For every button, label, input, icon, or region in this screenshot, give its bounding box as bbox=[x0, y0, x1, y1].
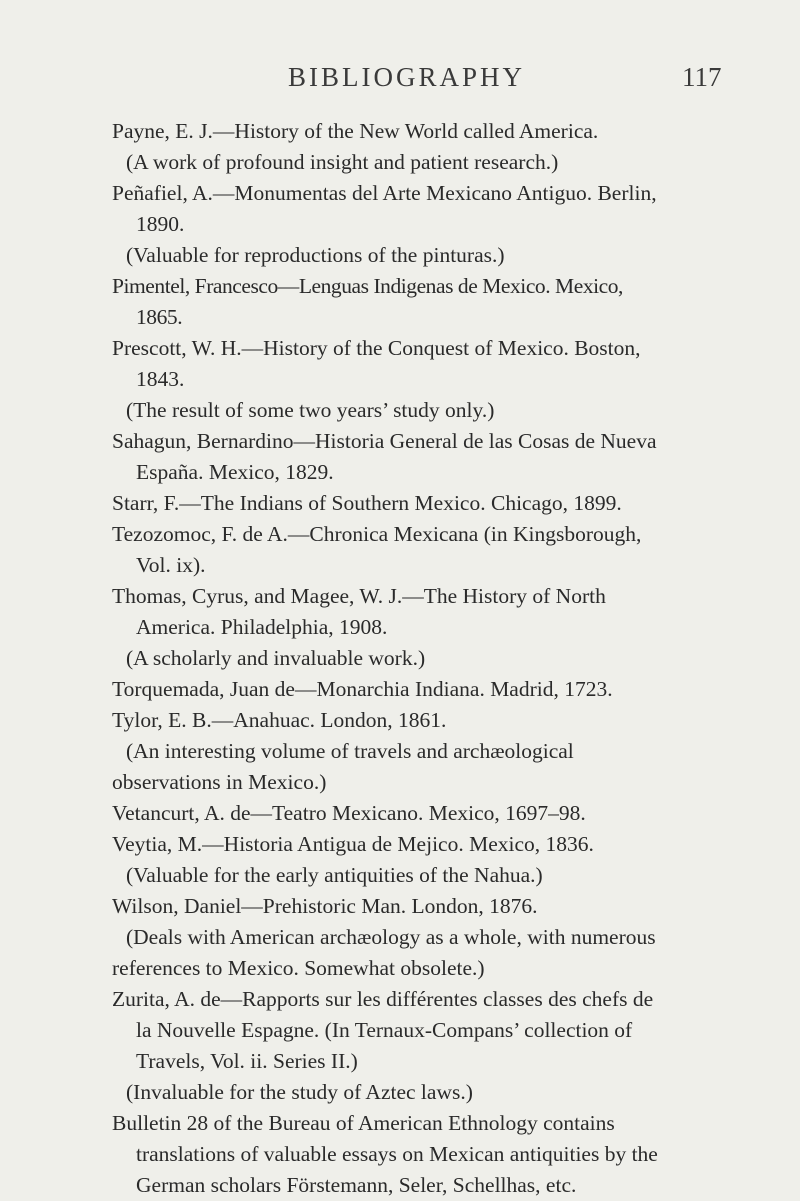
bibliography-entry: Zurita, A. de—Rapports sur les différentes classes des chefs de la Nouvelle Espagne. (In Ternaux-Compans’ collection of Travels, Vol. ii. Series II.) bbox=[112, 987, 654, 1073]
bibliography-entry: Peñafiel, A.—Monumentas del Arte Mexicano Antiguo. Berlin, 1890. bbox=[112, 181, 657, 236]
bibliography-entry: Tezozomoc, F. de A.—Chronica Mexicana (in Kingsborough, Vol. ix). bbox=[112, 522, 642, 577]
entry-annotation: (Invaluable for the study of Aztec laws.) bbox=[126, 1080, 473, 1104]
bibliography-entry: Payne, E. J.—History of the New World called America. bbox=[112, 119, 599, 143]
bibliography-entry: Thomas, Cyrus, and Magee, W. J.—The History of North America. Philadelphia, 1908. bbox=[112, 584, 606, 639]
bibliography-entry: Torquemada, Juan de—Monarchia Indiana. Madrid, 1723. bbox=[112, 677, 613, 701]
entry-annotation: (Deals with American archæology as a whole, with numerous references to Mexico. Somewhat obsolete.) bbox=[112, 925, 656, 980]
bibliography-entry: Prescott, W. H.—History of the Conquest of Mexico. Boston, 1843. bbox=[112, 336, 641, 391]
entry-annotation: (The result of some two years’ study only.) bbox=[126, 398, 495, 422]
bibliography-entry: Sahagun, Bernardino—Historia General de las Cosas de Nueva España. Mexico, 1829. bbox=[112, 429, 657, 484]
entry-annotation: (Valuable for reproductions of the pinturas.) bbox=[126, 243, 505, 267]
entry-annotation: (A work of profound insight and patient research.) bbox=[126, 150, 559, 174]
entry-annotation: (A scholarly and invaluable work.) bbox=[126, 646, 426, 670]
bibliography-list bbox=[112, 116, 672, 1201]
page-number: 117 bbox=[682, 62, 722, 92]
bibliography-entry: Wilson, Daniel—Prehistoric Man. London, 1876. bbox=[112, 894, 538, 918]
entry-annotation: (An interesting volume of travels and archæological observations in Mexico.) bbox=[112, 739, 574, 794]
bibliography-entry: Vetancurt, A. de—Teatro Mexicano. Mexico, 1697–98. bbox=[112, 801, 586, 825]
entry-annotation: (Valuable for the early antiquities of the Nahua.) bbox=[126, 863, 543, 887]
running-head bbox=[0, 62, 800, 102]
running-head-title: BIBLIOGRAPHY bbox=[288, 62, 526, 92]
bibliography-entry: Starr, F.—The Indians of Southern Mexico. Chicago, 1899. bbox=[112, 491, 622, 515]
bibliography-entry: Tylor, E. B.—Anahuac. London, 1861. bbox=[112, 708, 447, 732]
bibliography-entry: Pimentel, Francesco—Lenguas Indigenas de Mexico. Mexico, 1865. bbox=[112, 274, 623, 329]
bibliography-entry: Veytia, M.—Historia Antigua de Mejico. Mexico, 1836. bbox=[112, 832, 594, 856]
closing-paragraph: Bulletin 28 of the Bureau of American Ethnology contains translations of valuable essays on Mexican antiquities by the German scholars Förstemann, Seler, Schellhas, etc. bbox=[112, 1111, 658, 1197]
